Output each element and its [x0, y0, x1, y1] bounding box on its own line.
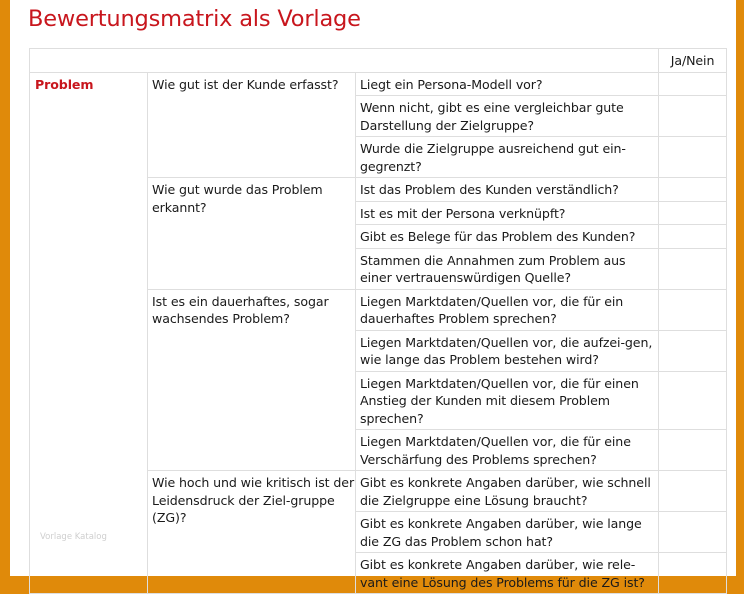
criterion-cell: Gibt es konkrete Angaben darüber, wie lange die ZG das Problem schon hat? [356, 512, 659, 553]
answer-cell[interactable] [659, 248, 727, 289]
criterion-cell: Ist es mit der Persona verknüpft? [356, 201, 659, 225]
answer-column-header: Ja/Nein [659, 49, 727, 73]
question-cell: Wie hoch und wie kritisch ist der Leidensdruck der Ziel-gruppe (ZG)? [148, 471, 356, 594]
criterion-cell: Wurde die Zielgruppe ausreichend gut ein-gegrenzt? [356, 137, 659, 178]
answer-cell[interactable] [659, 471, 727, 512]
header-blank-cell [30, 49, 659, 73]
answer-cell[interactable] [659, 225, 727, 249]
criterion-cell: Wenn nicht, gibt es eine vergleichbar gute Darstellung der Zielgruppe? [356, 96, 659, 137]
evaluation-matrix [29, 48, 727, 594]
criterion-cell: Liegt ein Persona-Modell vor? [356, 72, 659, 96]
answer-cell[interactable] [659, 289, 727, 330]
answer-cell[interactable] [659, 201, 727, 225]
page-title: Bewertungsmatrix als Vorlage [28, 6, 361, 32]
answer-cell[interactable] [659, 512, 727, 553]
criterion-cell: Gibt es konkrete Angaben darüber, wie rele-vant eine Lösung des Problems für die ZG ist? [356, 553, 659, 594]
criterion-cell: Liegen Marktdaten/Quellen vor, die aufzei-gen, wie lange das Problem bestehen wird? [356, 330, 659, 371]
watermark: Vorlage Katalog [40, 532, 107, 542]
category-cell: Problem [30, 72, 148, 594]
answer-cell[interactable] [659, 72, 727, 96]
answer-cell[interactable] [659, 178, 727, 202]
answer-cell[interactable] [659, 430, 727, 471]
question-cell: Wie gut ist der Kunde erfasst? [148, 72, 356, 178]
document-page [10, 0, 736, 590]
answer-cell[interactable] [659, 371, 727, 430]
answer-cell[interactable] [659, 137, 727, 178]
criterion-cell: Liegen Marktdaten/Quellen vor, die für eine Verschärfung des Problems sprechen? [356, 430, 659, 471]
criterion-cell: Gibt es Belege für das Problem des Kunden? [356, 225, 659, 249]
header-row [30, 49, 727, 73]
question-cell: Ist es ein dauerhaftes, sogar wachsendes Problem? [148, 289, 356, 471]
question-cell: Wie gut wurde das Problem erkannt? [148, 178, 356, 290]
criterion-cell: Gibt es konkrete Angaben darüber, wie schnell die Zielgruppe eine Lösung braucht? [356, 471, 659, 512]
criterion-cell: Liegen Marktdaten/Quellen vor, die für einen Anstieg der Kunden mit diesem Problem sprechen? [356, 371, 659, 430]
criterion-cell: Liegen Marktdaten/Quellen vor, die für ein dauerhaftes Problem sprechen? [356, 289, 659, 330]
answer-cell[interactable] [659, 553, 727, 594]
criterion-cell: Stammen die Annahmen zum Problem aus einer vertrauenswürdigen Quelle? [356, 248, 659, 289]
answer-cell[interactable] [659, 96, 727, 137]
criterion-cell: Ist das Problem des Kunden verständlich? [356, 178, 659, 202]
table-row [30, 72, 727, 96]
answer-cell[interactable] [659, 330, 727, 371]
